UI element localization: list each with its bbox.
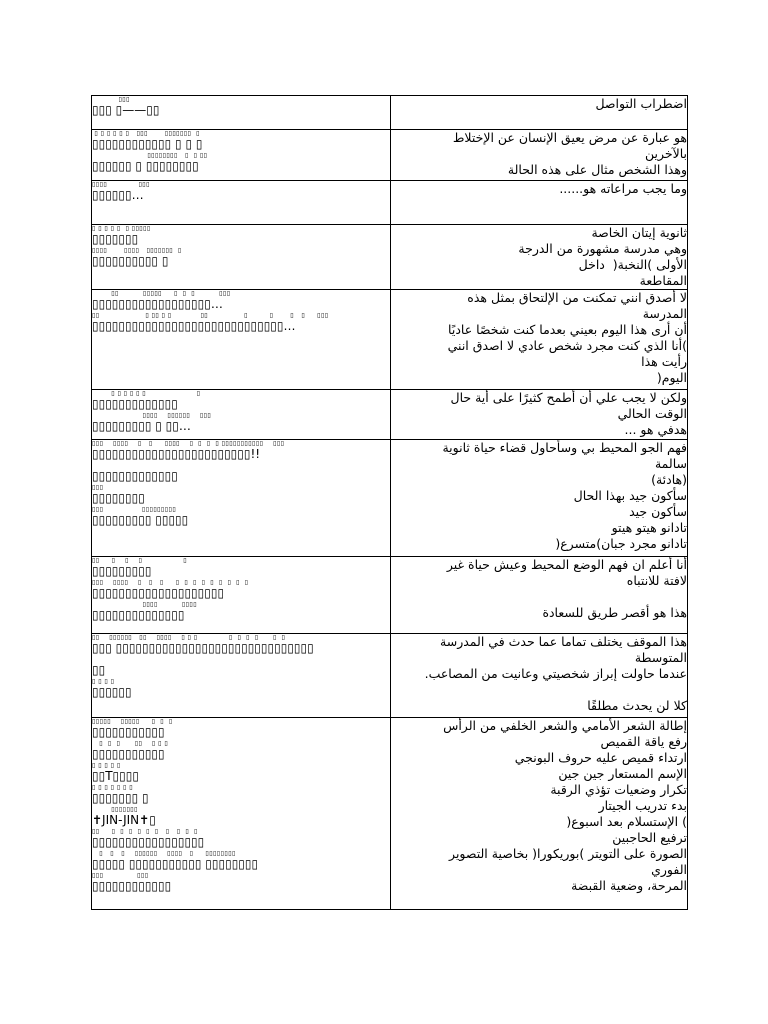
source-line	[92, 181, 390, 203]
source-text: ▯▯▯▯▯▯▯▯▯ ▯ ▯▯…	[92, 419, 191, 433]
source-text-cell	[92, 290, 391, 390]
translation-line: كلا لن يحدث مطلقًا	[587, 698, 687, 713]
furigana-text: ▯▯▯▯ ▯▯▯▯ ▯▯▯▯▯▯▯ ▯	[92, 247, 182, 254]
translation-line: بدء تدريب الجيتار	[598, 798, 687, 813]
source-text: ▯▯▯▯▯▯▯▯▯▯▯	[92, 725, 165, 739]
translation-line: إطالة الشعر الأمامي والشعر الخلفي من الرأس	[443, 718, 687, 733]
source-line	[92, 678, 390, 700]
translation-line: وما يجب مراعاته هو......	[559, 181, 687, 196]
source-line	[92, 806, 390, 828]
source-line	[92, 828, 390, 850]
source-text-cell	[92, 96, 391, 130]
furigana-text: ▯▯ ▯ ▯▯ ▯ ▯ ▯▯ ▯ ▯ ▯ ▯ ▯▯▯	[92, 312, 329, 319]
source-text-cell	[92, 634, 391, 718]
source-text: ▯▯▯▯▯▯▯▯▯▯▯▯▯▯▯▯▯▯▯▯▯▯▯▯▯▯▯▯▯…	[92, 319, 296, 333]
furigana-text: ▯▯▯▯ ▯▯▯▯▯▯ ▯▯▯	[92, 412, 212, 419]
source-text-cell	[92, 440, 391, 557]
furigana-text: ▯▯▯▯▯▯▯▯ ▯ ▯ ▯▯	[92, 152, 208, 159]
source-line	[92, 872, 390, 894]
source-text: ▯▯▯▯▯▯▯▯▯▯▯▯▯▯	[92, 608, 185, 622]
table-row	[92, 181, 688, 225]
source-text: ▯▯▯▯▯▯	[92, 685, 132, 699]
translation-line: الصورة على التويتر )بوريكورا( بخاصية التصوير	[449, 846, 687, 861]
table-row	[92, 225, 688, 290]
source-text: ▯▯▯▯▯▯▯▯▯▯▯▯▯	[92, 469, 178, 483]
furigana-text: ▯ ▯ ▯ ▯	[92, 678, 115, 685]
source-line	[92, 462, 390, 484]
source-text: ▯▯▯ ▯——▯▯	[92, 103, 160, 117]
source-line	[92, 718, 390, 740]
translation-line: سأكون جيد	[629, 504, 687, 519]
furigana-text: ▯ ▯ ▯ ▯ ▯ ▯ ▯▯▯ ▯▯▯▯▯▯▯ ▯	[92, 130, 200, 137]
source-text: ▯▯▯▯▯▯▯▯▯ ▯▯▯▯▯	[92, 513, 189, 527]
translation-line: تادانو مجرد جبان)متسرع(	[555, 536, 687, 551]
translation-line: اضطراب التواصل	[595, 96, 687, 111]
translation-cell	[390, 290, 688, 390]
translation-line: رأيت هذا	[641, 354, 687, 369]
furigana-text: ▯▯▯▯▯▯▯	[92, 806, 138, 813]
source-text: ▯▯▯▯▯▯…	[92, 188, 144, 202]
furigana-text: ▯▯▯▯ ▯▯▯▯	[92, 601, 198, 608]
source-text: ▯▯T▯▯▯▯	[92, 769, 139, 783]
furigana-text: ▯▯ ▯ ▯ ▯ ▯	[92, 557, 188, 564]
furigana-text: ▯ ▯ ▯ ▯▯▯▯▯▯ ▯▯▯▯ ▯ ▯▯▯▯▯▯▯▯	[92, 850, 236, 857]
source-line	[92, 601, 390, 623]
source-text: ▯▯▯▯▯ ▯▯▯▯▯▯▯▯▯▯▯ ▯▯▯▯▯▯▯▯	[92, 857, 259, 871]
source-text: ▯▯▯▯▯▯▯▯	[92, 491, 145, 505]
translation-line: وهي مدرسة مشهورة من الدرجة	[518, 241, 687, 256]
document-table	[91, 95, 688, 910]
source-text: ▯▯▯▯▯▯▯▯▯▯▯▯▯▯▯▯▯	[92, 835, 205, 849]
source-line	[92, 312, 390, 334]
translation-line: بالآخرين	[644, 146, 687, 161]
source-text: ▯▯▯▯▯▯▯▯▯▯▯▯▯▯▯▯▯▯…	[92, 297, 223, 311]
translation-line: الأولى )النخبة( داخل	[578, 257, 687, 272]
furigana-text: ▯▯▯ ▯▯▯	[92, 872, 149, 879]
translation-line: الفوري	[651, 862, 687, 877]
translation-cell	[390, 181, 688, 225]
furigana-text: ▯▯ ▯▯▯▯▯▯ ▯▯ ▯▯▯▯ ▯ ▯ ▯ ▯ ▯ ▯ ▯ ▯ ▯	[92, 634, 286, 641]
translation-line: لا أصدق انني تمكنت من الإلتحاق بمثل هذه	[467, 290, 687, 305]
translation-line: تادانو هيتو هيتو	[611, 520, 687, 535]
furigana-text: ▯▯ ▯▯▯▯▯ ▯ ▯ ▯ ▯▯▯	[92, 290, 231, 297]
source-line	[92, 412, 390, 434]
translation-line: سالمة	[654, 456, 687, 471]
source-line	[92, 225, 390, 247]
source-text: ▯▯▯▯▯▯▯▯▯	[92, 564, 152, 578]
translation-line: الإسم المستعار جين جين	[558, 766, 687, 781]
source-text-cell	[92, 718, 391, 910]
source-text: ▯▯▯▯▯▯▯▯▯▯▯▯▯▯▯▯▯▯▯▯	[92, 586, 225, 600]
translation-line: المتوسطة	[634, 650, 687, 665]
translation-cell	[390, 634, 688, 718]
translation-line: اليوم(	[656, 370, 687, 385]
source-line	[92, 130, 390, 152]
source-text: ▯▯▯ ▯▯▯▯▯▯▯▯▯▯▯▯▯▯▯▯▯▯▯▯▯▯▯▯▯▯▯▯▯▯	[92, 641, 314, 655]
translation-line: هو عبارة عن مرض يعيق الإنسان عن الإختلاط	[452, 130, 687, 145]
translation-cell	[390, 96, 688, 130]
source-line	[92, 247, 390, 269]
furigana-text: ▯ ▯ ▯ ▯ ▯ ▯ ▯	[92, 390, 201, 397]
source-text: ▯▯▯▯▯▯▯▯▯▯▯▯▯	[92, 397, 178, 411]
translation-line: لافتة للانتباه	[626, 573, 687, 588]
translation-line: رفع ياقة القميص	[600, 734, 687, 749]
source-line	[92, 850, 390, 872]
table-row	[92, 290, 688, 390]
translation-line: هذا الموقف يختلف تماما عما حدث في المدرسة	[440, 634, 687, 649]
translation-line	[391, 682, 688, 698]
furigana-text: ▯ ▯ ▯ ▯▯ ▯ ▯ ▯	[92, 740, 169, 747]
translation-line: وهذا الشخص مثال على هذه الحالة	[507, 162, 687, 177]
source-text-cell	[92, 181, 391, 225]
source-line	[92, 557, 390, 579]
source-line	[92, 784, 390, 806]
source-line	[92, 656, 390, 678]
furigana-text: ▯▯▯ ▯▯▯▯▯▯▯▯▯	[92, 506, 177, 513]
table-row	[92, 557, 688, 634]
source-text: ✝JIN-JIN✝▯	[92, 813, 156, 827]
source-line	[92, 96, 390, 118]
furigana-text: ▯▯ ▯ ▯ ▯ ▯ ▯ ▯ ▯ ▯ ▯ ▯	[92, 828, 198, 835]
source-text-cell	[92, 557, 391, 634]
furigana-text: ▯▯▯▯ ▯▯▯	[92, 181, 150, 188]
translation-line: هذا هو أقصر طريق للسعادة	[542, 605, 687, 620]
furigana-text: ▯ ▯ ▯ ▯ ▯ ▯ ▯▯▯▯▯	[92, 225, 151, 232]
source-line	[92, 634, 390, 656]
source-line	[92, 506, 390, 528]
translation-line: ولكن لا يجب علي أن أطمح كثيرًا على أية حال	[450, 390, 687, 405]
source-text: ▯▯▯▯▯▯▯▯▯▯ ▯	[92, 254, 169, 268]
furigana-text: ▯▯▯▯▯ ▯▯▯▯▯ ▯ ▯ ▯	[92, 718, 173, 725]
furigana-text: ▯▯▯ ▯▯▯▯ ▯ ▯ ▯ ▯ ▯ ▯ ▯ ▯ ▯ ▯ ▯ ▯	[92, 579, 249, 586]
furigana-text	[92, 656, 390, 663]
table-row	[92, 130, 688, 181]
source-text: ▯▯▯▯▯▯▯ ▯	[92, 791, 149, 805]
source-line	[92, 579, 390, 601]
translation-line	[391, 589, 688, 605]
source-line	[92, 484, 390, 506]
source-line	[92, 440, 390, 462]
translation-cell	[390, 390, 688, 440]
table-row	[92, 718, 688, 910]
translation-line: المقاطعة	[639, 273, 687, 288]
furigana-text: ▯▯▯ ▯▯▯▯ ▯ ▯ ▯▯▯▯ ▯ ▯ ▯ ▯ ▯▯▯▯▯▯▯▯▯▯▯ ▯▯▯	[92, 440, 285, 447]
furigana-text: ▯ ▯ ▯ ▯ ▯ ▯ ▯	[92, 784, 134, 791]
furigana-text: ▯▯▯	[92, 96, 130, 103]
translation-line: المرحة، وضعية القبضة	[571, 878, 687, 893]
translation-line: ترفيع الحاجبين	[612, 830, 687, 845]
translation-line: عندما حاولت إبراز شخصيتي وعانيت من المصاعب.	[424, 666, 687, 681]
source-text-cell	[92, 390, 391, 440]
translation-line: المدرسة	[642, 306, 687, 321]
translation-line: )أنا الذي كنت مجرد شخص عادي لا اصدق انني	[447, 338, 687, 353]
translation-line: ارتداء قميص عليه حروف البونجي	[514, 750, 687, 765]
source-text: ▯▯▯▯▯▯ ▯ ▯▯▯▯▯▯▯▯	[92, 159, 199, 173]
source-text: ▯▯▯▯▯▯▯▯▯▯▯	[92, 747, 165, 761]
source-text-cell	[92, 225, 391, 290]
table-row	[92, 440, 688, 557]
translation-line: أنا أعلم ان فهم الوضع المحيط وعيش حياة غير	[446, 557, 687, 572]
table-row	[92, 634, 688, 718]
source-line	[92, 762, 390, 784]
translation-cell	[390, 225, 688, 290]
source-text: ▯▯	[92, 663, 106, 677]
translation-line: (هادئة)	[651, 472, 687, 487]
translation-line: تكرار وضعيات تؤذي الرقبة	[550, 782, 687, 797]
table-row	[92, 390, 688, 440]
source-line	[92, 390, 390, 412]
source-line	[92, 152, 390, 174]
source-text: ▯▯▯▯▯▯▯▯▯▯▯▯	[92, 879, 172, 893]
translation-cell	[390, 440, 688, 557]
source-text-cell	[92, 130, 391, 181]
table-row	[92, 96, 688, 130]
source-line	[92, 740, 390, 762]
translation-cell	[390, 130, 688, 181]
translation-line: ) الإستسلام بعد اسبوع(	[566, 814, 687, 829]
translation-cell	[390, 718, 688, 910]
source-text: ▯▯▯▯▯▯▯▯▯▯▯▯ ▯ ▯ ▯	[92, 137, 203, 151]
source-text: ▯▯▯▯▯▯▯▯▯▯▯▯▯▯▯▯▯▯▯▯▯▯▯▯!!	[92, 447, 261, 461]
furigana-text: ▯▯▯	[92, 484, 104, 491]
translation-line: ثانوية إيتان الخاصة	[591, 225, 687, 240]
furigana-text: ▯ ▯ ▯ ▯ ▯	[92, 762, 121, 769]
translation-line: الوقت الحالي	[617, 406, 687, 421]
source-text: ▯▯▯▯▯▯▯	[92, 232, 139, 246]
table-body	[92, 96, 688, 910]
translation-line: سأكون جيد بهذا الحال	[573, 488, 687, 503]
source-line	[92, 290, 390, 312]
translation-line: هدفي هو ...	[624, 422, 687, 437]
translation-cell	[390, 557, 688, 634]
translation-line: أن أرى هذا اليوم بعيني بعدما كنت شخصًا عاديًا	[448, 322, 687, 337]
translation-line: فهم الجو المحيط بي وسأحاول قضاء حياة ثانوية	[442, 440, 687, 455]
furigana-text	[92, 462, 390, 469]
